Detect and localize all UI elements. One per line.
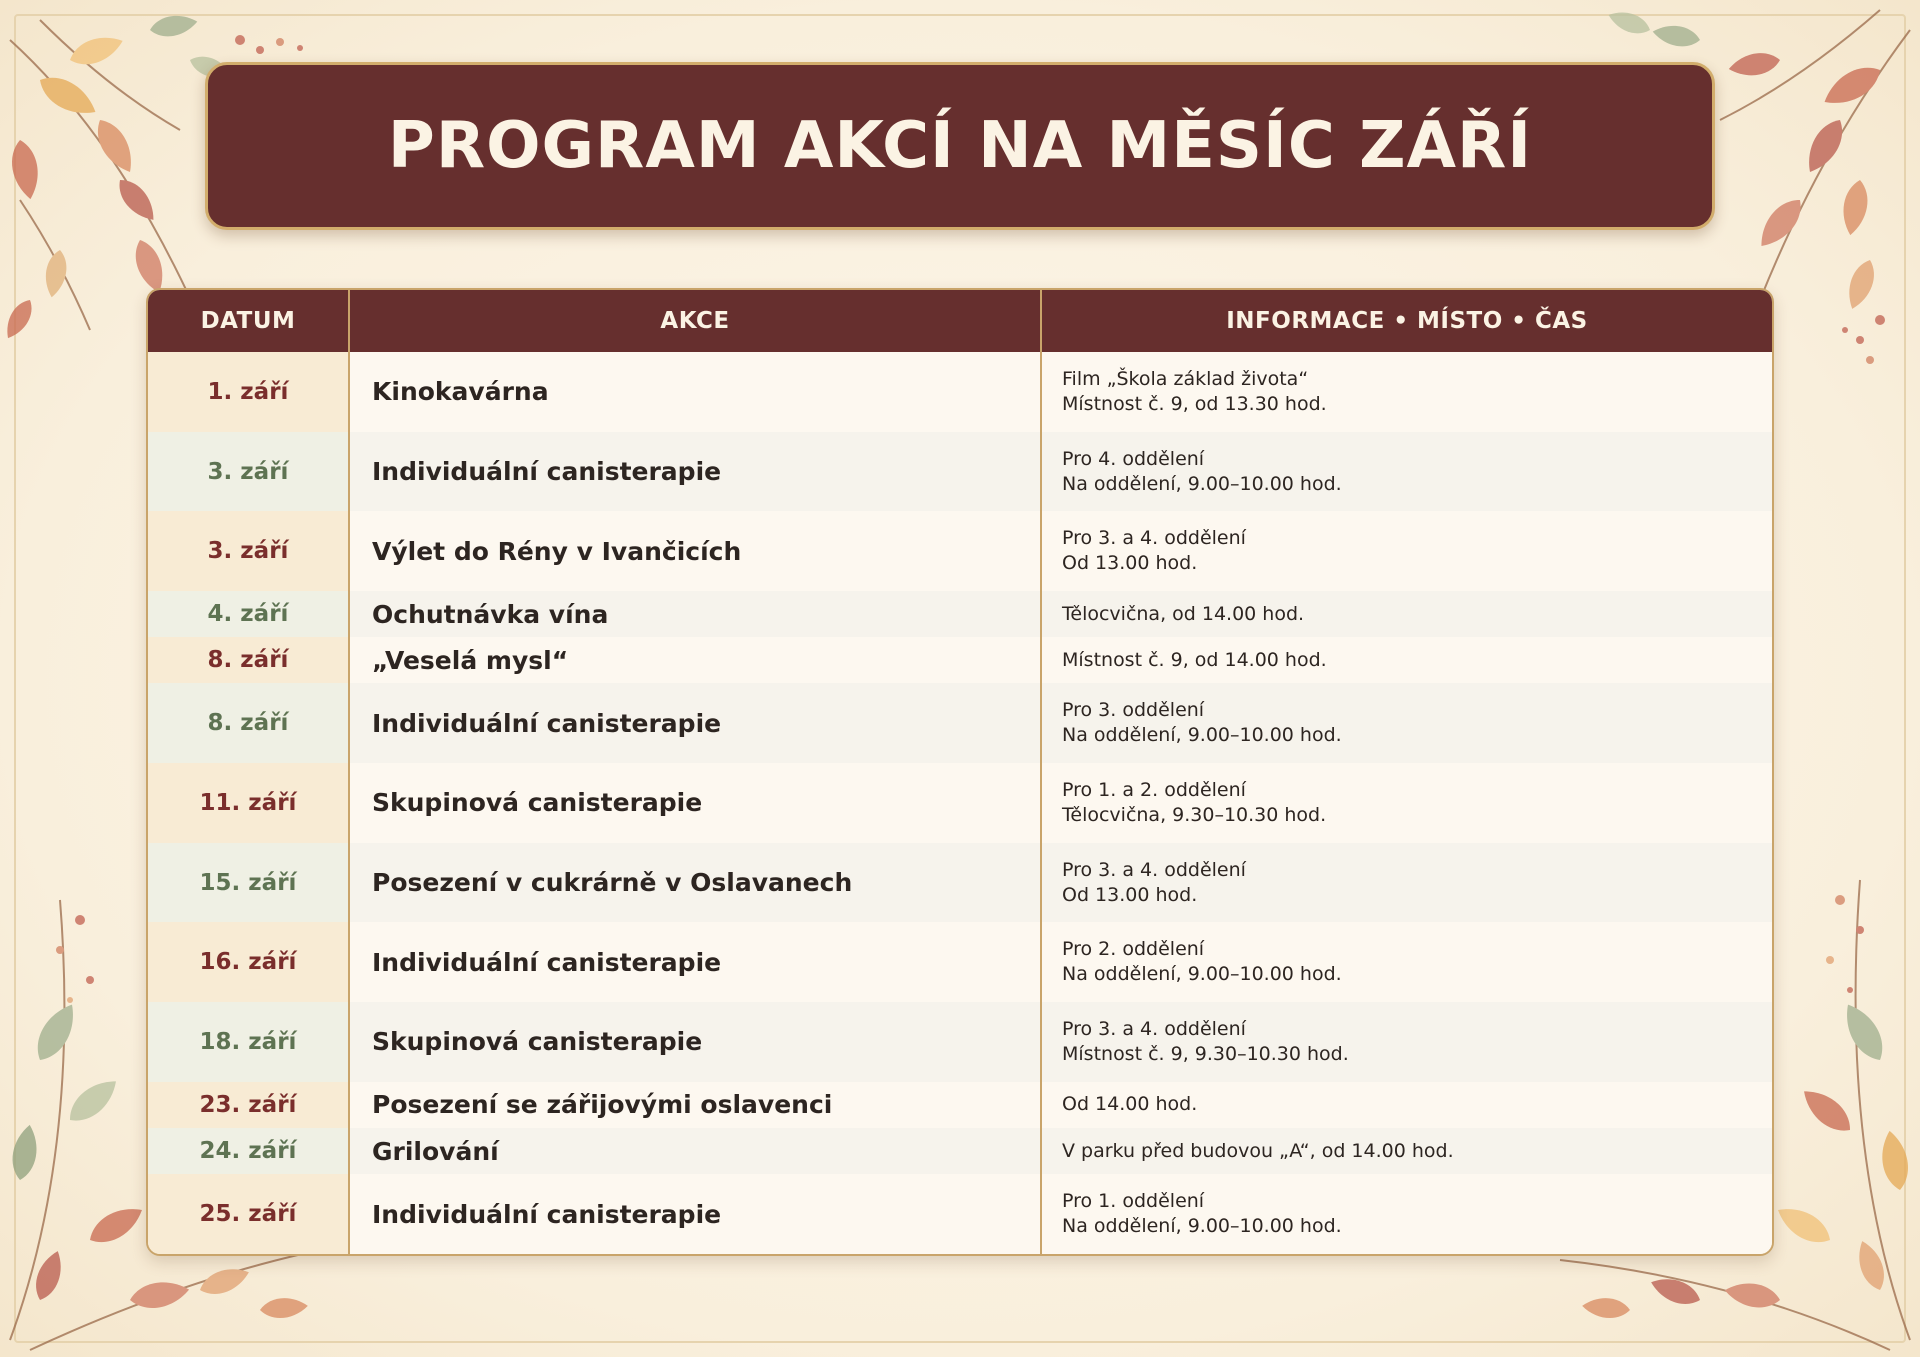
event-name: Individuální canisterapie xyxy=(349,683,1041,763)
event-info xyxy=(1041,922,1772,1002)
event-info xyxy=(1041,511,1772,591)
table-row xyxy=(148,1128,1772,1174)
event-info xyxy=(1041,683,1772,763)
event-date: 15. září xyxy=(148,843,349,923)
table-row xyxy=(148,432,1772,512)
header-event: AKCE xyxy=(349,290,1041,352)
table-row xyxy=(148,591,1772,637)
table-row xyxy=(148,1174,1772,1254)
event-info xyxy=(1041,843,1772,923)
event-date: 16. září xyxy=(148,922,349,1002)
event-info xyxy=(1041,591,1772,637)
event-name: Ochutnávka vína xyxy=(349,591,1041,637)
events-table-card xyxy=(146,288,1774,1256)
event-info xyxy=(1041,432,1772,512)
event-info xyxy=(1041,637,1772,683)
event-date: 11. září xyxy=(148,763,349,843)
event-info-line-1: Film „Škola základ života“ xyxy=(1062,367,1309,390)
table-body xyxy=(148,352,1772,1254)
event-info-line-1: Od 14.00 hod. xyxy=(1062,1093,1198,1116)
header-date: DATUM xyxy=(148,290,349,352)
table-row xyxy=(148,352,1772,432)
event-info-line-1: Pro 1. oddělení xyxy=(1062,1190,1205,1213)
event-name: Kinokavárna xyxy=(349,352,1041,432)
event-date: 18. září xyxy=(148,1002,349,1082)
event-info-line-1: Pro 3. a 4. oddělení xyxy=(1062,1017,1246,1040)
table-row xyxy=(148,1082,1772,1128)
event-date: 8. září xyxy=(148,637,349,683)
event-name: „Veselá mysl“ xyxy=(349,637,1041,683)
page-title: PROGRAM AKCÍ NA MĚSÍC ZÁŘÍ xyxy=(387,109,1533,183)
table-row xyxy=(148,1002,1772,1082)
event-date: 3. září xyxy=(148,511,349,591)
table-row xyxy=(148,843,1772,923)
header-info: INFORMACE • MÍSTO • ČAS xyxy=(1041,290,1772,352)
event-name: Výlet do Rény v Ivančicích xyxy=(349,511,1041,591)
event-info-line-2: Na oddělení, 9.00–10.00 hod. xyxy=(1062,724,1342,747)
event-date: 1. září xyxy=(148,352,349,432)
event-info-line-2: Na oddělení, 9.00–10.00 hod. xyxy=(1062,472,1342,495)
event-name: Individuální canisterapie xyxy=(349,922,1041,1002)
event-info-line-1: V parku před budovou „A“, od 14.00 hod. xyxy=(1062,1139,1454,1162)
event-info xyxy=(1041,1128,1772,1174)
table-row xyxy=(148,763,1772,843)
event-date: 25. září xyxy=(148,1174,349,1254)
event-date: 3. září xyxy=(148,432,349,512)
event-info-line-1: Pro 3. oddělení xyxy=(1062,699,1205,722)
event-name: Skupinová canisterapie xyxy=(349,763,1041,843)
event-date: 4. září xyxy=(148,591,349,637)
table-row xyxy=(148,922,1772,1002)
event-info-line-1: Tělocvična, od 14.00 hod. xyxy=(1062,602,1305,625)
event-date: 8. září xyxy=(148,683,349,763)
event-info xyxy=(1041,1002,1772,1082)
event-info xyxy=(1041,763,1772,843)
event-info-line-1: Místnost č. 9, od 14.00 hod. xyxy=(1062,648,1327,671)
event-info-line-1: Pro 3. a 4. oddělení xyxy=(1062,527,1246,550)
event-date: 24. září xyxy=(148,1128,349,1174)
event-name: Individuální canisterapie xyxy=(349,432,1041,512)
table-row xyxy=(148,637,1772,683)
event-name: Posezení se zářijovými oslavenci xyxy=(349,1082,1041,1128)
title-banner xyxy=(205,62,1715,230)
table-row xyxy=(148,511,1772,591)
event-info-line-2: Od 13.00 hod. xyxy=(1062,552,1198,575)
event-date: 23. září xyxy=(148,1082,349,1128)
event-info-line-1: Pro 2. oddělení xyxy=(1062,938,1205,961)
event-info-line-1: Pro 1. a 2. oddělení xyxy=(1062,778,1246,801)
event-name: Skupinová canisterapie xyxy=(349,1002,1041,1082)
event-info-line-2: Místnost č. 9, 9.30–10.30 hod. xyxy=(1062,1042,1349,1065)
event-info-line-2: Na oddělení, 9.00–10.00 hod. xyxy=(1062,1215,1342,1238)
event-info-line-1: Pro 3. a 4. oddělení xyxy=(1062,858,1246,881)
event-info xyxy=(1041,1174,1772,1254)
event-info-line-2: Tělocvična, 9.30–10.30 hod. xyxy=(1062,803,1327,826)
events-table xyxy=(148,290,1772,1254)
event-info-line-2: Místnost č. 9, od 13.30 hod. xyxy=(1062,392,1327,415)
table-row xyxy=(148,683,1772,763)
event-info-line-1: Pro 4. oddělení xyxy=(1062,447,1205,470)
event-name: Individuální canisterapie xyxy=(349,1174,1041,1254)
event-info-line-2: Od 13.00 hod. xyxy=(1062,883,1198,906)
table-header-row xyxy=(148,290,1772,352)
event-info xyxy=(1041,352,1772,432)
event-info-line-2: Na oddělení, 9.00–10.00 hod. xyxy=(1062,963,1342,986)
event-info xyxy=(1041,1082,1772,1128)
event-name: Grilování xyxy=(349,1128,1041,1174)
event-name: Posezení v cukrárně v Oslavanech xyxy=(349,843,1041,923)
